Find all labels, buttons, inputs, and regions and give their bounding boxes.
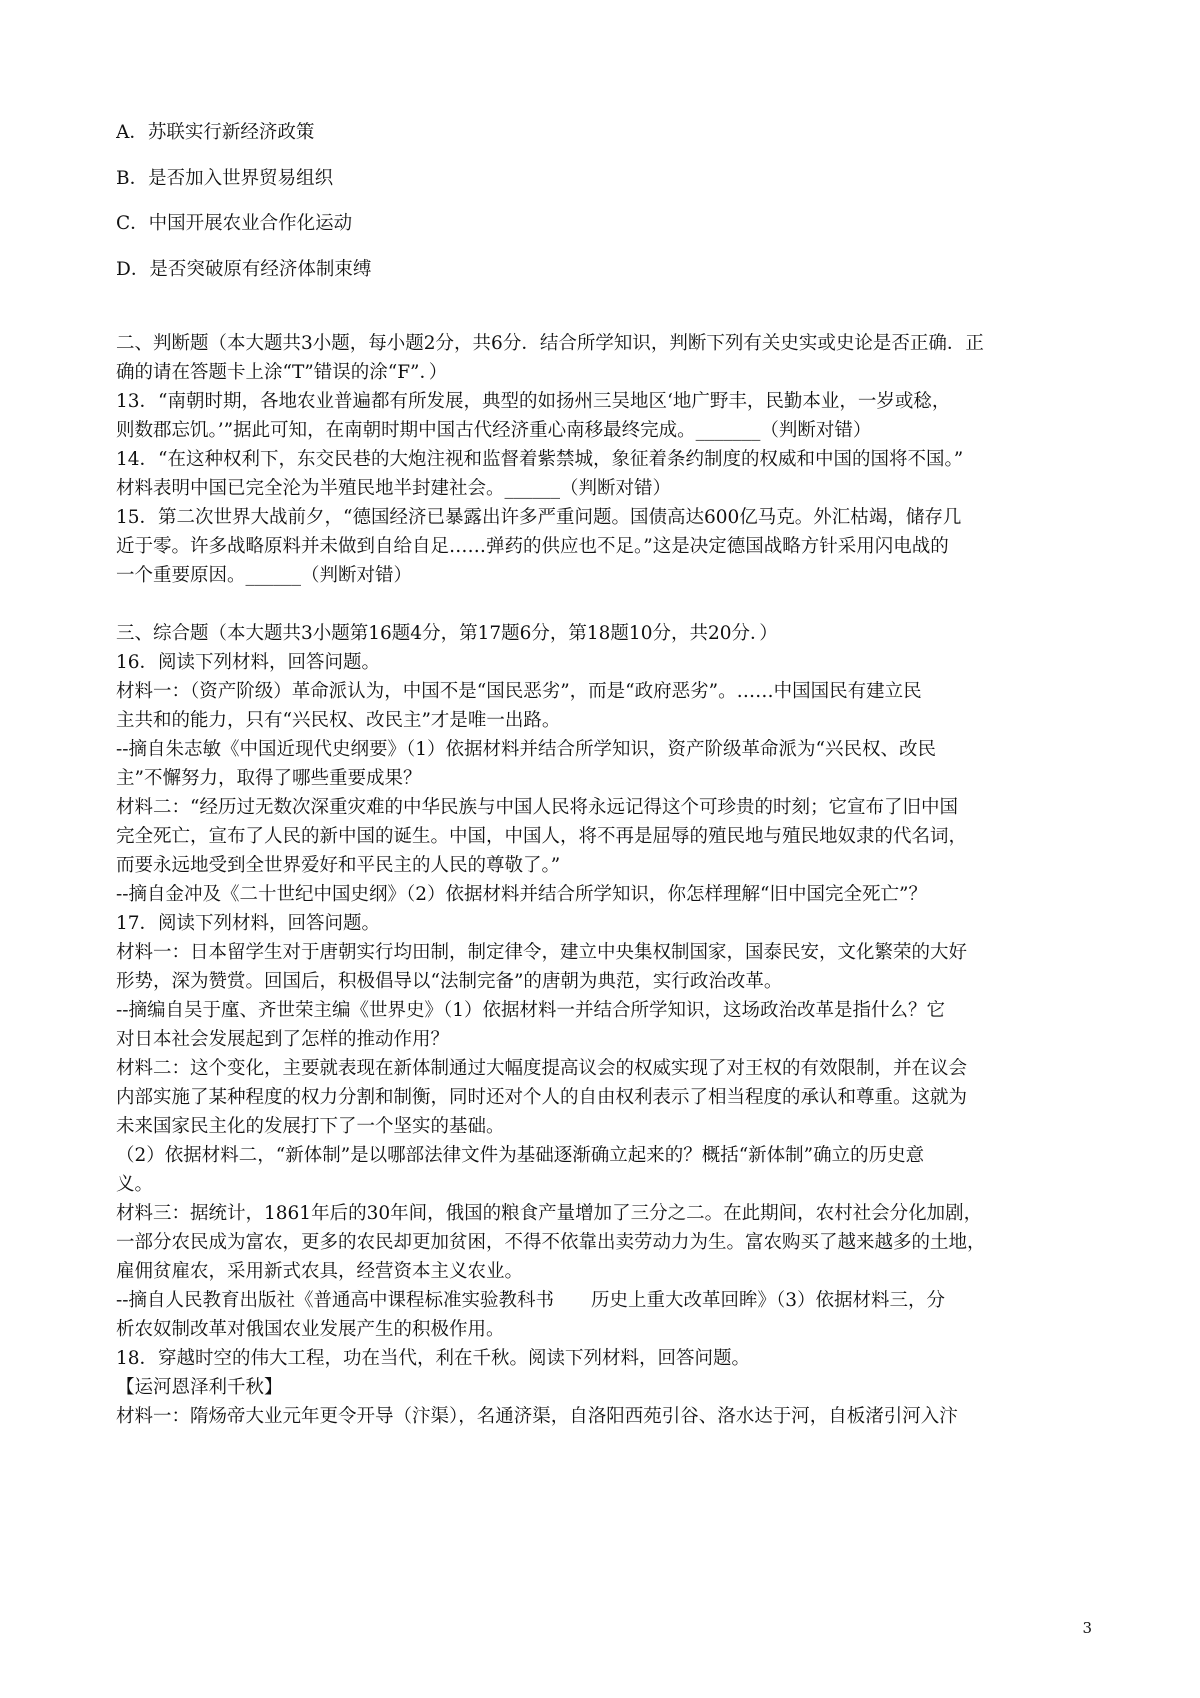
question-17-line-12: 一部分农民成为富农，更多的农民却更加贫困，不得不依靠出卖劳动力为生。富农购买了越来越多的土地，: [116, 1232, 986, 1253]
question-17-line-1: 17．阅读下列材料，回答问题。: [116, 913, 381, 934]
option-b: B．是否加入世界贸易组织: [116, 167, 334, 189]
option-d: D．是否突破原有经济体制束缚: [116, 258, 372, 280]
spacer: [116, 300, 1092, 329]
question-16-line-2: 材料一：（资产阶级）革命派认为，中国不是“国民恶劣”，而是“政府恶劣”。……中国国民有建立民: [116, 681, 922, 702]
question-16-line-9: --摘自金冲及《二十世纪中国史纲》（2）依据材料并结合所学知识，你怎样理解“旧中国完全死亡”？: [116, 884, 927, 905]
answer-options: [116, 118, 1092, 300]
question-17-line-5: 对日本社会发展起到了怎样的推动作用？: [116, 1029, 450, 1050]
question-17-line-13: 雇佣贫雇农，采用新式农具，经营资本主义农业。: [116, 1261, 524, 1282]
section-2-heading-line-1: 二、判断题（本大题共3小题，每小题2分，共6分．结合所学知识，判断下列有关史实或史论是否正确．正: [116, 333, 984, 354]
question-16-line-5: 主”不懈努力，取得了哪些重要成果？: [116, 768, 422, 789]
question-16: [116, 648, 1092, 909]
question-13-line-1: 13．“南朝时期，各地农业普遍都有所发展，典型的如扬州三吴地区‘地广野丰，民勤本业，一岁或稔，: [116, 391, 951, 412]
question-18: [116, 1344, 1092, 1431]
question-14-line-1: 14．“在这种权利下，东交民巷的大炮注视和监督着紫禁城，象征着条约制度的权威和中国的国将不国。”: [116, 449, 964, 470]
question-17: [116, 909, 1092, 1344]
question-17-line-15: 析农奴制改革对俄国农业发展产生的积极作用。: [116, 1319, 505, 1340]
question-15: [116, 503, 1092, 590]
question-14: [116, 445, 1092, 503]
question-16-line-7: 完全死亡，宣布了人民的新中国的诞生。中国，中国人，将不再是屈辱的殖民地与殖民地奴隶的代名词，: [116, 826, 968, 847]
question-17-line-8: 未来国家民主化的发展打下了一个坚实的基础。: [116, 1116, 505, 1137]
section-2-heading-line-2: 确的请在答题卡上涂“T”错误的涂“F”．）: [116, 362, 448, 383]
page-number: 3: [1082, 1619, 1092, 1637]
question-15-line-3: 一个重要原因。______（判断对错）: [116, 565, 413, 586]
question-17-line-9: （2）依据材料二，“新体制”是以哪部法律文件为基础逐渐确立起来的？概括“新体制”确立的历史意: [116, 1145, 925, 1166]
question-18-line-1: 18．穿越时空的伟大工程，功在当代，利在千秋。阅读下列材料，回答问题。: [116, 1348, 751, 1369]
section-2-judgement: [116, 329, 1092, 590]
question-17-line-6: 材料二：这个变化，主要就表现在新体制通过大幅度提高议会的权威实现了对王权的有效限制，并在议会: [116, 1058, 968, 1079]
section-3-heading: 三、综合题（本大题共3小题第16题4分，第17题6分，第18题10分，共20分．）: [116, 623, 778, 644]
option-a: A．苏联实行新经济政策: [116, 122, 315, 143]
question-14-line-2: 材料表明中国已完全沦为半殖民地半封建社会。______（判断对错）: [116, 478, 672, 499]
question-17-line-7: 内部实施了某种程度的权力分割和制衡，同时还对个人的自由权利表示了相当程度的承认和尊重。这就为: [116, 1087, 968, 1108]
question-16-line-3: 主共和的能力，只有“兴民权、改民主”才是唯一出路。: [116, 710, 561, 731]
question-17-line-14: --摘自人民教育出版社《普通高中课程标准实验教科书 历史上重大改革回眸》（3）依据材料三，分: [116, 1290, 946, 1311]
question-17-line-4: --摘编自吴于廑、齐世荣主编《世界史》（1）依据材料一并结合所学知识，这场政治改革是指什么？它: [116, 1000, 946, 1021]
question-15-line-1: 15．第二次世界大战前夕，“德国经济已暴露出许多严重问题。国债高达600亿马克。外汇枯竭，储存几: [116, 507, 962, 528]
question-17-line-2: 材料一：日本留学生对于唐朝实行均田制，制定律令，建立中央集权制国家，国泰民安，文化繁荣的大好: [116, 942, 968, 963]
question-13: [116, 387, 1092, 445]
question-15-line-2: 近于零。许多战略原料并未做到自给自足……弹药的供应也不足。”这是决定德国战略方针采用闪电战的: [116, 536, 949, 557]
question-17-line-10: 义。: [116, 1174, 154, 1195]
section-3-comprehensive: [116, 619, 1092, 1431]
question-18-line-3: 材料一：隋炀帝大业元年更令开导（汴渠），名通济渠，自洛阳西苑引谷、洛水达于河，自板渚引河入汴: [116, 1406, 958, 1427]
question-16-line-8: 而要永远地受到全世界爱好和平民主的人民的尊敬了。”: [116, 855, 561, 876]
question-18-subheading: 【运河恩泽利千秋】: [116, 1377, 283, 1398]
question-17-line-11: 材料三：据统计，1861年后的30年间，俄国的粮食产量增加了三分之二。在此期间，农村社会分化加剧，: [116, 1203, 983, 1224]
question-16-line-1: 16．阅读下列材料，回答问题。: [116, 652, 381, 673]
question-17-line-3: 形势，深为赞赏。回国后，积极倡导以“法制完备”的唐朝为典范，实行政治改革。: [116, 971, 783, 992]
question-13-line-2: 则数郡忘饥。’”据此可知，在南朝时期中国古代经济重心南移最终完成。_______（判断对错）: [116, 420, 872, 441]
spacer: [116, 590, 1092, 619]
question-16-line-4: --摘自朱志敏《中国近现代史纲要》（1）依据材料并结合所学知识，资产阶级革命派为“兴民权、改民: [116, 739, 936, 760]
option-c: C．中国开展农业合作化运动: [116, 213, 353, 234]
question-16-line-6: 材料二：“经历过无数次深重灾难的中华民族与中国人民将永远记得这个可珍贵的时刻；它宣布了旧中国: [116, 797, 958, 818]
page-content: [116, 118, 1092, 1431]
